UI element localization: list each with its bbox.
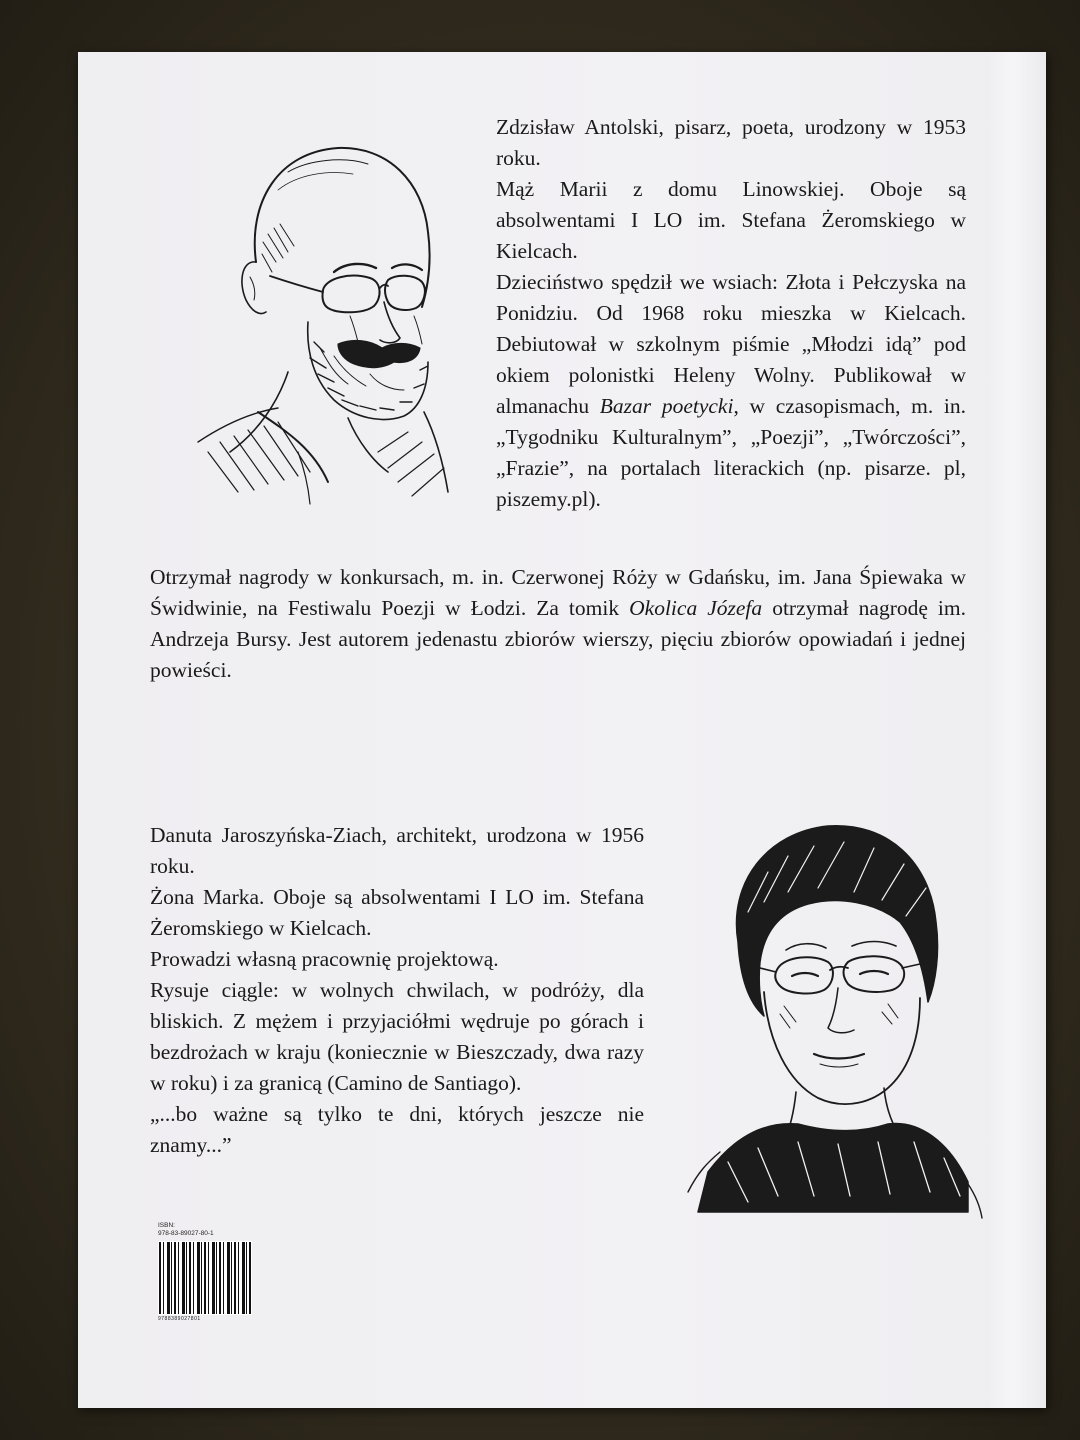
isbn-block xyxy=(158,1222,268,1322)
author2-quote: „...bo ważne są tylko te dni, których jeszcze nie znamy...” xyxy=(150,1102,644,1157)
barcode-icon xyxy=(158,1241,252,1315)
author2-bio xyxy=(150,820,644,1161)
author1-spouse: Mąż Marii z domu Linowskiej. Oboje są absolwentami I LO im. Stefana Żeromskiego w Kielcach. xyxy=(496,177,966,263)
author1-awards: Otrzymał nagrody w konkursach, m. in. Czerwonej Róży w Gdańsku, im. Jana Śpiewaka w Świdwinie, na Festiwalu Poezji w Łodzi. Za tomik Okolica Józefa otrzymał nagrodę im. Andrzeja Bursy. Jest autorem jedenastu zbiorów wierszy, pięciu zbiorów opowiadań i jednej powieści. xyxy=(150,565,966,682)
isbn-label: ISBN: xyxy=(158,1222,175,1229)
barcode-digits: 9788389027801 xyxy=(158,1316,201,1322)
author2-spouse: Żona Marka. Oboje są absolwentami I LO im. Stefana Żeromskiego w Kielcach. xyxy=(150,885,644,940)
author2-work: Prowadzi własną pracownię projektową. xyxy=(150,947,499,971)
author1-intro: Zdzisław Antolski, pisarz, poeta, urodzony w 1953 roku. xyxy=(496,115,966,170)
author1-career: Dzieciństwo spędził we wsiach: Złota i Pełczyska na Ponidziu. Od 1968 roku mieszka w Kielcach. Debiutował w szkolnym piśmie „Młodzi idą” pod okiem polonistki Heleny Wolny. Publikował w almanachu Bazar poetycki, w czasopismach, m. in. „Tygodniku Kulturalnym”, „Poezji”, „Twórczości”, „Frazie”, na portalach literackich (np. pisarze. pl, piszemy.pl). xyxy=(496,270,966,511)
isbn-number: 978-83-89027-80-1 xyxy=(158,1230,214,1237)
author1-bio-top xyxy=(496,112,966,515)
author1-bio-awards xyxy=(150,562,966,686)
author2-hobbies: Rysuje ciągle: w wolnych chwilach, w podróży, dla bliskich. Z mężem i przyjaciółmi wędruje po górach i bezdrożach w kraju (koniecznie w Bieszczady, dwa razy w roku) i za granicą (Camino de Santiago). xyxy=(150,978,644,1095)
page-edge xyxy=(986,52,1046,1408)
man-sketch-portrait-icon xyxy=(138,112,458,512)
author2-intro: Danuta Jaroszyńska-Ziach, architekt, urodzona w 1956 roku. xyxy=(150,823,644,878)
woman-sketch-portrait-icon xyxy=(668,792,988,1222)
book-back-cover xyxy=(78,52,1046,1408)
